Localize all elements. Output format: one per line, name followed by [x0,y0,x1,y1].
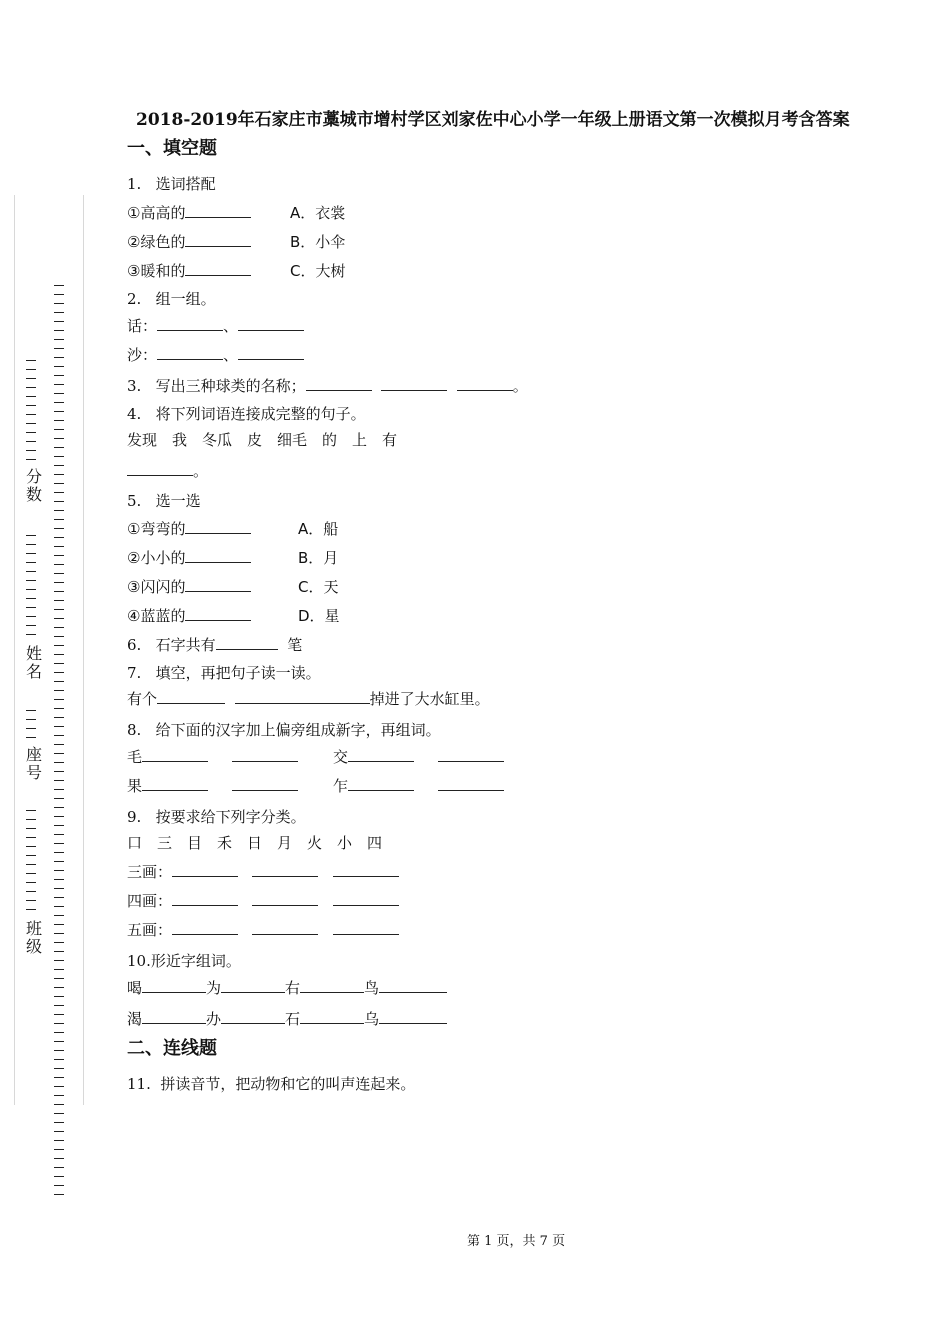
q7-fill: 有个 掉进了大水缸里。 [127,690,490,708]
question-1 [127,173,216,194]
answer-blank[interactable] [157,689,225,704]
answer-blank[interactable] [333,920,399,935]
answer-blank[interactable] [157,316,223,331]
info-dash-4 [26,810,36,910]
answer-blank[interactable] [252,920,318,935]
answer-blank[interactable] [185,203,251,218]
q9-chars: 口 三 目 禾 日 月 火 小 四 [127,834,383,852]
answer-blank[interactable] [142,978,206,993]
q1-row-3: ③暖和的 [127,260,251,281]
answer-blank[interactable] [172,891,238,906]
question-number: 1. [127,175,142,193]
q9-row-2: 四画： [127,890,399,911]
q5-option-1: A．船 [298,520,339,538]
q1-row-2: ②绿色的 [127,231,251,252]
answer-blank[interactable] [172,920,238,935]
answer-blank[interactable] [221,978,285,993]
answer-blank[interactable] [438,747,504,762]
page-number: 第 1 页，共 7 页 [467,1234,566,1249]
answer-blank[interactable] [232,776,298,791]
q1-option-2: B．小伞 [290,233,346,251]
question-text: 选词搭配 [155,175,216,193]
answer-blank[interactable] [185,606,251,621]
info-dash-1 [26,360,36,460]
answer-blank[interactable] [300,1009,364,1024]
answer-blank[interactable] [348,747,414,762]
answer-blank[interactable] [238,345,304,360]
answer-blank[interactable] [379,1009,447,1024]
info-dash-2 [26,535,36,635]
answer-blank[interactable] [142,1009,206,1024]
q4-answer: 。 [127,460,208,481]
answer-blank[interactable] [457,376,513,391]
q2-row-1: 话： 、 [127,315,304,336]
info-dash-3 [26,710,36,740]
q1-row-1: ①高高的 [127,202,251,223]
answer-blank[interactable] [300,978,364,993]
question-6: 6. 石字共有 笔 [127,636,303,654]
seat-label: 座号 [25,745,42,782]
answer-blank[interactable] [379,978,447,993]
answer-blank[interactable] [185,519,251,534]
answer-blank[interactable] [381,376,447,391]
answer-blank[interactable] [216,635,278,650]
answer-blank[interactable] [127,461,193,476]
answer-blank[interactable] [333,891,399,906]
q5-row-2: ②小小的 [127,547,251,568]
q9-row-3: 五画： [127,919,399,940]
q8-row-1a: 毛 [127,746,298,767]
answer-blank[interactable] [185,232,251,247]
q5-row-3: ③闪闪的 [127,576,251,597]
answer-blank[interactable] [157,345,223,360]
section-heading-fill: 一、填空题 [127,138,217,159]
q8-row-2a: 果 [127,775,298,796]
class-label: 班级 [25,919,42,956]
q5-option-4: D．星 [298,607,340,625]
score-label: 分数 [25,467,42,504]
q5-option-2: B．月 [298,549,339,567]
question-8: 8. 给下面的汉字加上偏旁组成新字，再组词。 [127,721,441,739]
question-11: 11. 拼读音节，把动物和它的叫声连起来。 [127,1075,416,1093]
answer-blank[interactable] [185,548,251,563]
cut-line [54,285,64,1197]
q8-row-1b: 交 [333,746,504,767]
answer-blank[interactable] [438,776,504,791]
question-4: 4. 将下列词语连接成完整的句子。 [127,405,366,423]
answer-blank[interactable] [306,376,372,391]
q10-row-2: 渴 办 石 乌 [127,1008,447,1029]
q5-row-1: ①弯弯的 [127,518,251,539]
q8-row-2b: 乍 [333,775,504,796]
q5-row-4: ④蓝蓝的 [127,605,251,626]
question-5: 5. 选一选 [127,492,201,510]
q1-option-1: A．衣裳 [290,204,346,222]
margin-line-right [83,195,84,1105]
answer-blank[interactable] [185,261,251,276]
question-10: 10.形近字组词。 [127,952,241,970]
answer-blank[interactable] [232,747,298,762]
q4-words: 发现 我 冬瓜 皮 细毛 的 上 有 [127,431,398,449]
q2-row-2: 沙： 、 [127,344,304,365]
answer-blank[interactable] [235,689,370,704]
q5-option-3: C．天 [298,578,339,596]
answer-blank[interactable] [238,316,304,331]
answer-blank[interactable] [142,747,208,762]
question-7: 7. 填空，再把句子读一读。 [127,664,321,682]
answer-blank[interactable] [252,862,318,877]
answer-blank[interactable] [221,1009,285,1024]
question-3: 3. 写出三种球类的名称； 。 [127,377,528,395]
page-title: 2018-2019年石家庄市藁城市增村学区刘家佐中心小学一年级上册语文第一次模拟月考含答案 [136,110,850,130]
margin-line-left [14,195,15,1105]
answer-blank[interactable] [252,891,318,906]
answer-blank[interactable] [185,577,251,592]
answer-blank[interactable] [333,862,399,877]
question-9: 9. 按要求给下列字分类。 [127,808,306,826]
answer-blank[interactable] [172,862,238,877]
name-label: 姓名 [25,644,42,681]
answer-blank[interactable] [348,776,414,791]
q1-option-3: C．大树 [290,262,346,280]
answer-blank[interactable] [142,776,208,791]
question-2: 2. 组一组。 [127,290,216,308]
section-heading-matching: 二、连线题 [127,1038,217,1059]
q9-row-1: 三画： [127,861,399,882]
q10-row-1: 喝 为 右 鸟 [127,977,447,998]
